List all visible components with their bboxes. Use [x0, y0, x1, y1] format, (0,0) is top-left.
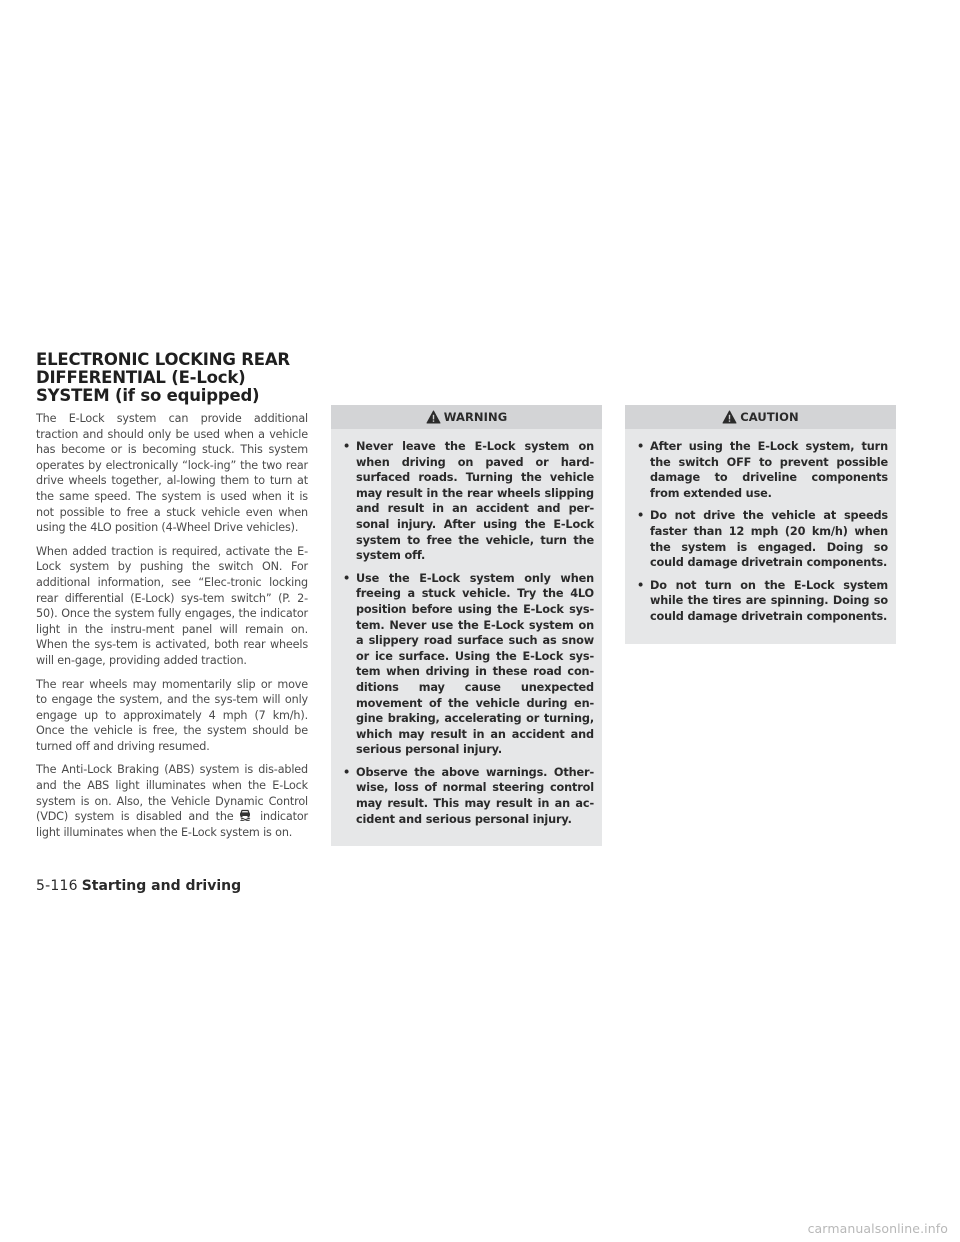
paragraph-abs-vdc-text-before: The Anti-Lock Braking (ABS) system is dis-abled and the ABS light illuminates when the E-Lock system is on. Also, the Vehicle Dynamic Control (VDC) system is disabled and the — [36, 763, 308, 824]
caution-item: • Do not drive the vehicle at speeds faster than 12 mph (20 km/h) when the system is engaged. Doing so could damage drivetrain components. — [637, 508, 888, 570]
caution-list — [625, 429, 896, 625]
main-column — [36, 351, 308, 848]
section-name: Starting and driving — [81, 878, 242, 894]
warning-item: • Use the E-Lock system only when freeing a stuck vehicle. Try the 4LO position before using the E-Lock sys-tem. Never use the E-Lock system on a slippery road surface such as snow or ice surface. Using the E-Lock sys-tem when driving in these road con-ditions may cause unexpected movement of the vehicle during en-gine braking, accelerating or turning, which may result in an accident and serious personal injury. — [343, 571, 594, 758]
warning-box — [331, 405, 602, 846]
paragraph-intro: The E-Lock system can provide additional traction and should only be used when a vehicle has become or is becoming stuck. This system operates by electronically “lock-ing” the two rear drive wheels together, al-lowing them to turn at the same speed. The system is used when it is not possible to free a stuck vehicle even when using the 4LO position (4-Wheel Drive vehicles). — [36, 412, 308, 535]
warning-item: • Observe the above warnings. Other-wise, loss of normal steering control may result. This may result in an ac-cident and serious personal injury. — [343, 765, 594, 827]
section-heading: ELECTRONIC LOCKING REAR DIFFERENTIAL (E-Lock) SYSTEM (if so equipped) — [36, 350, 290, 405]
caution-column — [625, 405, 896, 644]
warning-item: • Never leave the E-Lock system on when driving on paved or hard-surfaced roads. Turning the vehicle may result in the rear wheels slipping and result in an accident and per-sonal injury. After using the E-Lock system to free the vehicle, turn the system off. — [343, 439, 594, 564]
warning-column — [331, 405, 602, 846]
caution-title-bar — [625, 405, 896, 429]
paragraph-activation: When added traction is required, activate the E-Lock system by pushing the switch ON. For additional information, see “Elec-tronic locking rear differential (E-Lock) sys-tem switch” (P. 2-50). Once the system fully engages, the indicator light in the instru-ment panel will remain on. When the sys-tem is activated, both rear wheels will en-gage, providing added traction. — [36, 544, 308, 667]
page-number: 5-116 — [36, 878, 78, 894]
caution-title: CAUTION — [740, 410, 799, 424]
caution-item: • Do not turn on the E-Lock system while the tires are spinning. Doing so could damage drivetrain components. — [637, 578, 888, 625]
vdc-off-icon — [238, 809, 252, 821]
paragraph-abs-vdc — [36, 762, 308, 840]
warning-triangle-icon — [426, 410, 441, 424]
warning-title-bar — [331, 405, 602, 429]
page-footer — [36, 878, 241, 894]
paragraph-engagement: The rear wheels may momentarily slip or move to engage the system, and the sys-tem will only engage up to approximately 4 mph (7 km/h). Once the vehicle is free, the system should be turned off and driving resumed. — [36, 677, 308, 753]
warning-list — [331, 429, 602, 827]
watermark: carmanualsonline.info — [807, 1221, 948, 1236]
paragraph-abs-vdc-text-after: indicator light illuminates when the E-Lock system is on. — [36, 810, 308, 839]
warning-triangle-icon — [722, 410, 737, 424]
caution-box — [625, 405, 896, 644]
warning-title: WARNING — [443, 410, 508, 424]
caution-item: • After using the E-Lock system, turn the switch OFF to prevent possible damage to driveline components from extended use. — [637, 439, 888, 501]
